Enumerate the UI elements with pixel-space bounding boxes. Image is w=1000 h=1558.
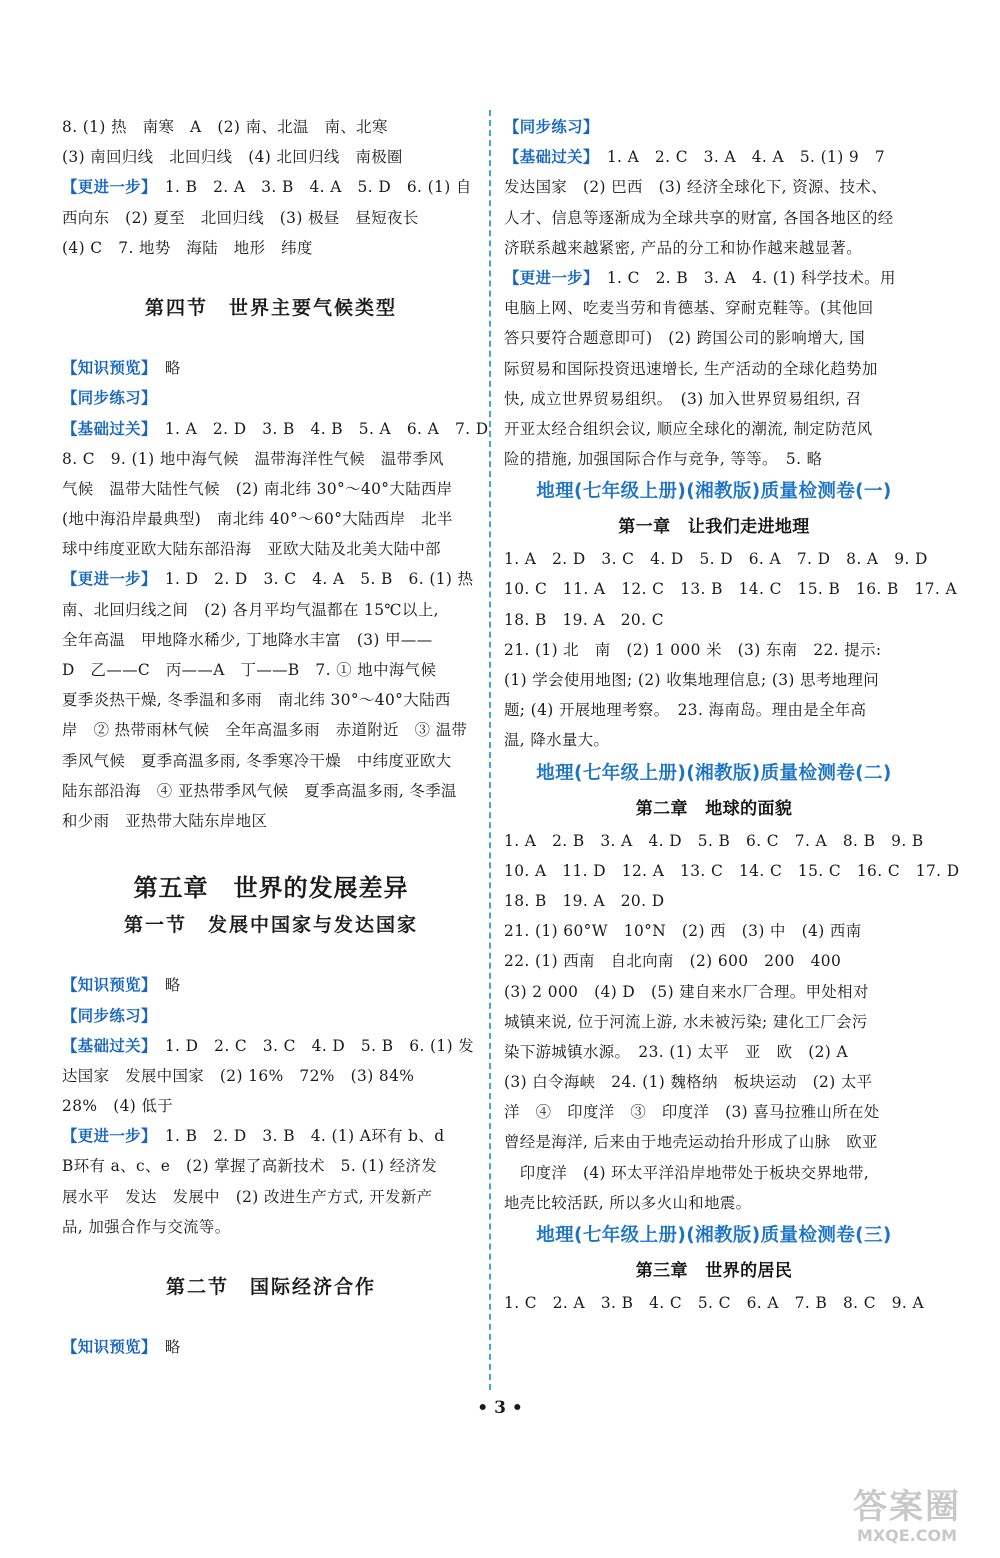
answer-text: 略	[149, 976, 181, 995]
answer-line	[62, 1031, 480, 1061]
chapter-heading: 第五章 世界的发展差异	[133, 874, 409, 903]
spacer	[62, 263, 480, 293]
answer-line: 球中纬度亚欧大陆东部沿海 亚欧大陆及北美大陆中部	[62, 540, 441, 559]
answer-text: 略	[149, 359, 181, 378]
answer-line: 城镇来说, 位于河流上游, 水未被污染; 建化工厂会污	[504, 1012, 868, 1031]
quality-test-chapter: 第三章 世界的居民	[635, 1261, 793, 1281]
answer-line: 地壳比较活跃, 所以多火山和地震。	[504, 1193, 752, 1212]
answer-line	[62, 353, 480, 383]
section-tag: 【同步练习】	[62, 1006, 157, 1025]
answer-line: 人才、信息等逐渐成为全球共享的财富, 各国各地区的经	[504, 208, 894, 227]
watermark-logo: 答案圈	[853, 1487, 961, 1527]
section-tag: 【同步练习】	[504, 118, 599, 136]
answer-line	[504, 142, 924, 172]
quality-test-chapter: 第一章 让我们走进地理	[618, 517, 810, 538]
spacer	[62, 323, 480, 353]
watermark	[822, 1488, 992, 1550]
answer-line	[62, 1332, 480, 1362]
answer-line	[62, 172, 480, 202]
answer-line: 快, 成立世界贸易组织。 (3) 加入世界贸易组织, 召	[504, 389, 862, 408]
answer-line: 开亚太经合组织会议, 顺应全球化的潮流, 制定防范风	[504, 419, 873, 438]
answer-line: 答只要符合题意即可) (2) 跨国公司的影响增大, 国	[504, 329, 866, 348]
spacer	[62, 1242, 480, 1272]
spacer	[62, 1302, 480, 1332]
answer-line: (4) C 7. 地势 海陆 地形 纬度	[62, 238, 313, 257]
column-divider	[489, 110, 491, 1390]
quality-test-title: 地理(七年级上册)(湘教版)质量检测卷(三)	[536, 1225, 892, 1246]
answer-line: (3) 南回归线 北回归线 (4) 北回归线 南极圈	[62, 148, 403, 167]
quality-test-title: 地理(七年级上册)(湘教版)质量检测卷(二)	[536, 762, 892, 784]
answer-line: 题; (4) 开展地理考察。 23. 海南岛。理由是全年高	[504, 701, 867, 720]
answer-line: (3) 白令海峡 24. (1) 魏格纳 板块运动 (2) 太平	[504, 1073, 873, 1092]
answer-line: D 乙——C 丙——A 丁——B 7. ① 地中海气候	[62, 661, 437, 679]
section-tag: 【知识预览】	[62, 359, 150, 378]
answer-line: 18. B 19. A 20. D	[504, 891, 665, 910]
watermark-url: MXQE.COM	[856, 1526, 958, 1545]
section-tag-line	[504, 112, 924, 142]
answer-line: (3) 2 000 (4) D (5) 建自来水厂合理。甲处相对	[504, 982, 869, 1001]
answer-line: 险的措施, 加强国际合作与竞争, 等等。 5. 略	[504, 450, 823, 469]
answer-line: 气候 温带大陆性气候 (2) 南北纬 30°～40°大陆西岸	[62, 479, 453, 498]
answer-line: 21. (1) 北 南 (2) 1 000 米 (3) 东南 22. 提示:	[504, 640, 882, 659]
answer-text: 略	[149, 1338, 181, 1357]
answer-line: (地中海沿岸最典型) 南北纬 40°～60°大陆西岸 北半	[62, 510, 453, 529]
section-heading: 第二节 国际经济合作	[165, 1276, 376, 1298]
answer-line: 和少雨 亚热带大陆东岸地区	[62, 811, 268, 830]
answer-line: 10. C 11. A 12. C 13. B 14. C 15. B 16. B 17. A	[504, 580, 957, 599]
answer-line	[62, 970, 480, 1000]
answer-line: 1. C 2. A 3. B 4. C 5. C 6. A 7. B 8. C 9. A	[504, 1294, 924, 1312]
section-tag: 【知识预览】	[62, 976, 150, 995]
answer-line: 南、北回归线之间 (2) 各月平均气温都在 15℃以上,	[62, 600, 439, 619]
spacer	[62, 940, 480, 970]
answer-text: 1. C 2. B 3. A 4. (1) 科学技术。用	[591, 268, 896, 287]
answer-line: 1. A 2. D 3. C 4. D 5. D 6. A 7. D 8. A 9. D	[504, 550, 928, 569]
left-column	[62, 112, 489, 1362]
section-tag: 【基础过关】	[62, 419, 150, 438]
answer-line: 洋 ④ 印度洋 ③ 印度洋 (3) 喜马拉雅山所在处	[504, 1103, 880, 1122]
answer-line: 济联系越来越紧密, 产品的分工和协作越来越显著。	[504, 238, 862, 257]
answer-line: 8. C 9. (1) 地中海气候 温带海洋性气候 温带季风	[62, 449, 445, 468]
answer-line: 8. (1) 热 南寒 A (2) 南、北温 南、北寒	[62, 118, 388, 136]
section-tag: 【基础过关】	[504, 148, 592, 167]
section-tag: 【更进一步】	[504, 268, 592, 287]
answer-line: 际贸易和国际投资迅速增长, 生产活动的全球化趋势加	[504, 359, 878, 378]
answer-line: 西向东 (2) 夏至 北回归线 (3) 极昼 昼短夜长	[62, 208, 419, 227]
answer-text: 1. A 2. C 3. A 4. A 5. (1) 9 7	[591, 148, 886, 167]
answer-text: 1. A 2. D 3. B 4. B 5. A 6. A 7. D	[149, 419, 489, 438]
answer-line: 1. A 2. B 3. A 4. D 5. B 6. C 7. A 8. B 9. B	[504, 831, 924, 850]
section-tag: 【知识预览】	[62, 1338, 150, 1357]
page-number: • 3 •	[477, 1398, 523, 1418]
section-tag: 【更进一步】	[62, 178, 150, 197]
section-tag: 【更进一步】	[62, 1127, 150, 1146]
answer-line: 季风气候 夏季高温多雨, 冬季寒冷干燥 中纬度亚欧大	[62, 751, 452, 770]
answer-line: 温, 降水量大。	[504, 731, 610, 750]
answer-line: 印度洋 (4) 环太平洋沿岸地带处于板块交界地带,	[504, 1163, 870, 1182]
answer-line: 18. B 19. A 20. C	[504, 610, 664, 629]
answer-line: 22. (1) 西南 自北向南 (2) 600 200 400	[504, 952, 842, 971]
answer-text: 1. D 2. C 3. C 4. D 5. B 6. (1) 发	[149, 1036, 475, 1055]
answer-line	[62, 564, 480, 594]
answer-line: B环有 a、c、e (2) 掌握了高新技术 5. (1) 经济发	[62, 1157, 438, 1176]
quality-test-chapter: 第二章 地球的面貌	[635, 798, 793, 819]
answer-line	[62, 1121, 480, 1151]
answer-line: 陆东部沿海 ④ 亚热带季风气候 夏季高温多雨, 冬季温	[62, 781, 457, 800]
answer-line: 达国家 发展中国家 (2) 16% 72% (3) 84%	[62, 1066, 415, 1085]
answer-line: 10. A 11. D 12. A 13. C 14. C 15. C 16. C 17. D	[504, 861, 960, 880]
section-tag: 【同步练习】	[62, 389, 157, 408]
answer-line: (1) 学会使用地图; (2) 收集地理信息; (3) 思考地理问	[504, 671, 880, 689]
answer-line: 发达国家 (2) 巴西 (3) 经济全球化下, 资源、技术、	[504, 178, 887, 197]
quality-test-title: 地理(七年级上册)(湘教版)质量检测卷(一)	[536, 481, 892, 503]
answer-line: 电脑上网、吃麦当劳和肯德基、穿耐克鞋等。(其他回	[504, 299, 874, 318]
answer-line	[504, 263, 924, 293]
right-column	[504, 112, 960, 1318]
answer-line: 品, 加强合作与交流等。	[62, 1217, 231, 1236]
answer-line: 全年高温 甲地降水稀少, 丁地降水丰富 (3) 甲——	[62, 630, 433, 649]
section-heading: 第一节 发展中国家与发达国家	[123, 914, 418, 937]
answer-line: 曾经是海洋, 后来由于地壳运动抬升形成了山脉 欧亚	[504, 1133, 878, 1152]
spacer	[62, 836, 480, 866]
answer-line: 染下游城镇水源。 23. (1) 太平 亚 欧 (2) A	[504, 1042, 849, 1061]
section-tag-line	[62, 383, 480, 413]
answer-line: 28% (4) 低于	[62, 1097, 174, 1116]
section-heading: 第四节 世界主要气候类型	[144, 296, 397, 319]
answer-line: 21. (1) 60°W 10°N (2) 西 (3) 中 (4) 西南	[504, 922, 862, 941]
answer-line: 展水平 发达 发展中 (2) 改进生产方式, 开发新产	[62, 1187, 433, 1206]
answer-line	[62, 414, 489, 444]
answer-line: 夏季炎热干燥, 冬季温和多雨 南北纬 30°～40°大陆西	[62, 691, 451, 710]
answer-text: 1. B 2. D 3. B 4. (1) A环有 b、d	[149, 1127, 445, 1146]
answer-line: 岸 ② 热带雨林气候 全年高温多雨 赤道附近 ③ 温带	[62, 721, 468, 740]
section-tag: 【基础过关】	[62, 1036, 150, 1055]
answer-text: 1. B 2. A 3. B 4. A 5. D 6. (1) 自	[149, 178, 472, 197]
section-tag-line	[62, 1001, 480, 1031]
answer-text: 1. D 2. D 3. C 4. A 5. B 6. (1) 热	[149, 570, 474, 589]
section-tag: 【更进一步】	[62, 570, 150, 589]
